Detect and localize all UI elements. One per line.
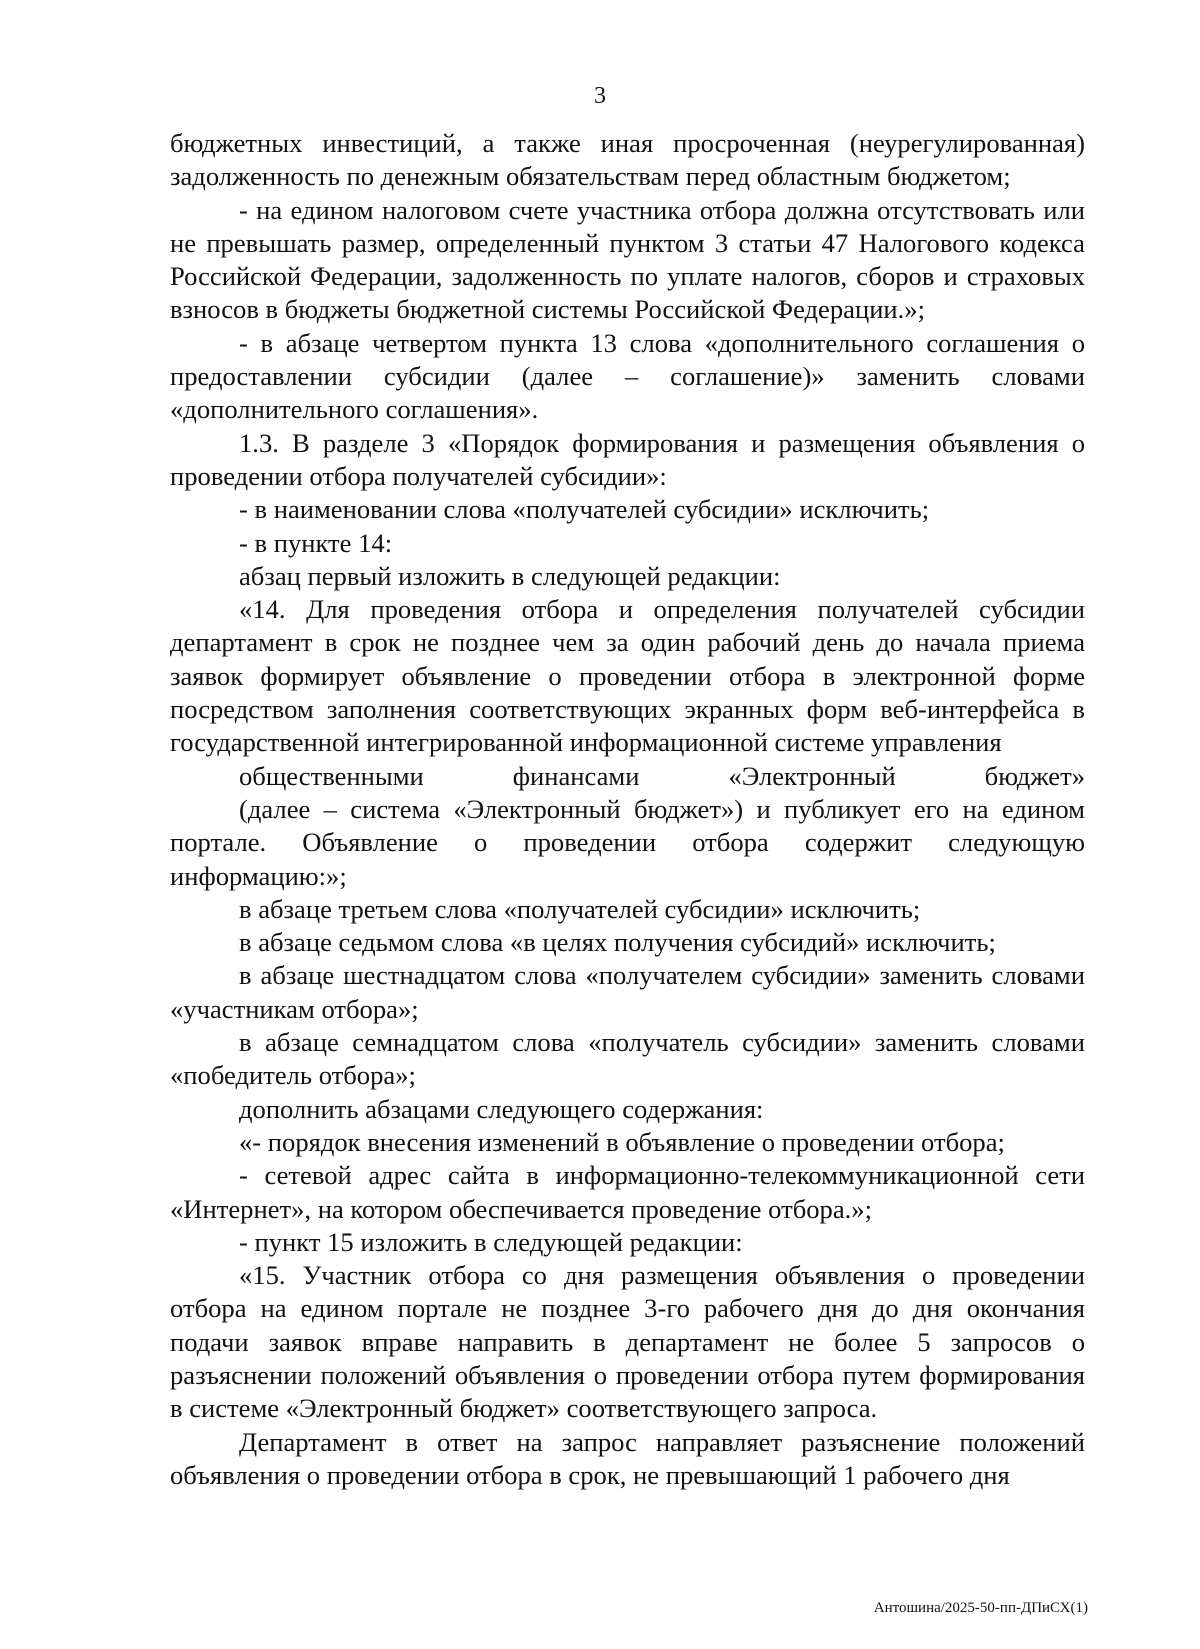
document-body <box>170 127 1085 1492</box>
paragraph: Департамент в ответ на запрос направляет разъяснение положений объявления о проведении отбора в срок, не превышающий 1 рабочего дня <box>170 1426 1085 1490</box>
paragraph: - на едином налоговом счете участника отбора должна отсутствовать или не превышать размер, определенный пунктом 3 статьи 47 Налогового кодекса Российской Федерации, задолженность по уплате налогов, сборов и страховых взносов в бюджеты бюджетной системы Российской Федерации.»; <box>170 194 1085 325</box>
document-reference: Антошина/2025-50-пп-ДПиСХ(1) <box>873 1600 1088 1616</box>
paragraph: 1.3. В разделе 3 «Порядок формирования и размещения объявления о проведении отбора получателей субсидии»: <box>170 427 1085 491</box>
paragraph: - в пункте 14: <box>239 527 393 558</box>
paragraph <box>170 593 1085 893</box>
paragraph: дополнить абзацами следующего содержания: <box>239 1093 764 1124</box>
paragraph: в абзаце семнадцатом слова «получатель субсидии» заменить словами «победитель отбора»; <box>170 1027 1085 1091</box>
paragraph: в абзаце шестнадцатом слова «получателем субсидии» заменить словами «участникам отбора»; <box>170 960 1085 1024</box>
paragraph: - в наименовании слова «получателей субсидии» исключить; <box>239 494 930 525</box>
paragraph: - сетевой адрес сайта в информационно-телекоммуникационной сети «Интернет», на котором обеспечивается проведение отбора.»; <box>170 1160 1085 1224</box>
paragraph: «- порядок внесения изменений в объявление о проведении отбора; <box>239 1126 1005 1157</box>
paragraph: «15. Участник отбора со дня размещения объявления о проведении отбора на едином портале не позднее 3-го рабочего дня до дня окончания подачи заявок вправе направить в департамент не более 5 запросов о разъяснении положений объявления о проведении отбора путем формирования в системе «Электронный бюджет» соответствующего запроса. <box>170 1260 1085 1424</box>
paragraph: абзац первый изложить в следующей редакции: <box>239 560 781 591</box>
page-number: 3 <box>594 83 606 109</box>
paragraph-text: общественными финансами «Электронный бюджет» <box>239 760 1085 791</box>
paragraph: в абзаце седьмом слова «в целях получения субсидий» исключить; <box>239 927 996 958</box>
paragraph: - в абзаце четвертом пункта 13 слова «дополнительного соглашения о предоставлении субсидии (далее – соглашение)» заменить словами «дополнительного соглашения». <box>170 327 1085 425</box>
paragraph-text: «14. Для проведения отбора и определения получателей субсидии департамент в срок не позднее чем за один рабочий день до начала приема заявок формирует объявление о проведении отбора в электронной форме посредством заполнения соответствующих экранных форм веб-интерфейса в государственной интегрированной информационной системе управления <box>170 594 1085 758</box>
paragraph: в абзаце третьем слова «получателей субсидии» исключить; <box>239 893 921 924</box>
paragraph: - пункт 15 изложить в следующей редакции: <box>239 1226 743 1257</box>
paragraph: бюджетных инвестиций, а также иная просроченная (неурегулированная) задолженность по денежным обязательствам перед областным бюджетом; <box>170 128 1085 192</box>
paragraph-text: (далее – система «Электронный бюджет») и публикует его на едином портале. Объявление о проведении отбора содержит следующую информацию:»; <box>170 793 1085 891</box>
